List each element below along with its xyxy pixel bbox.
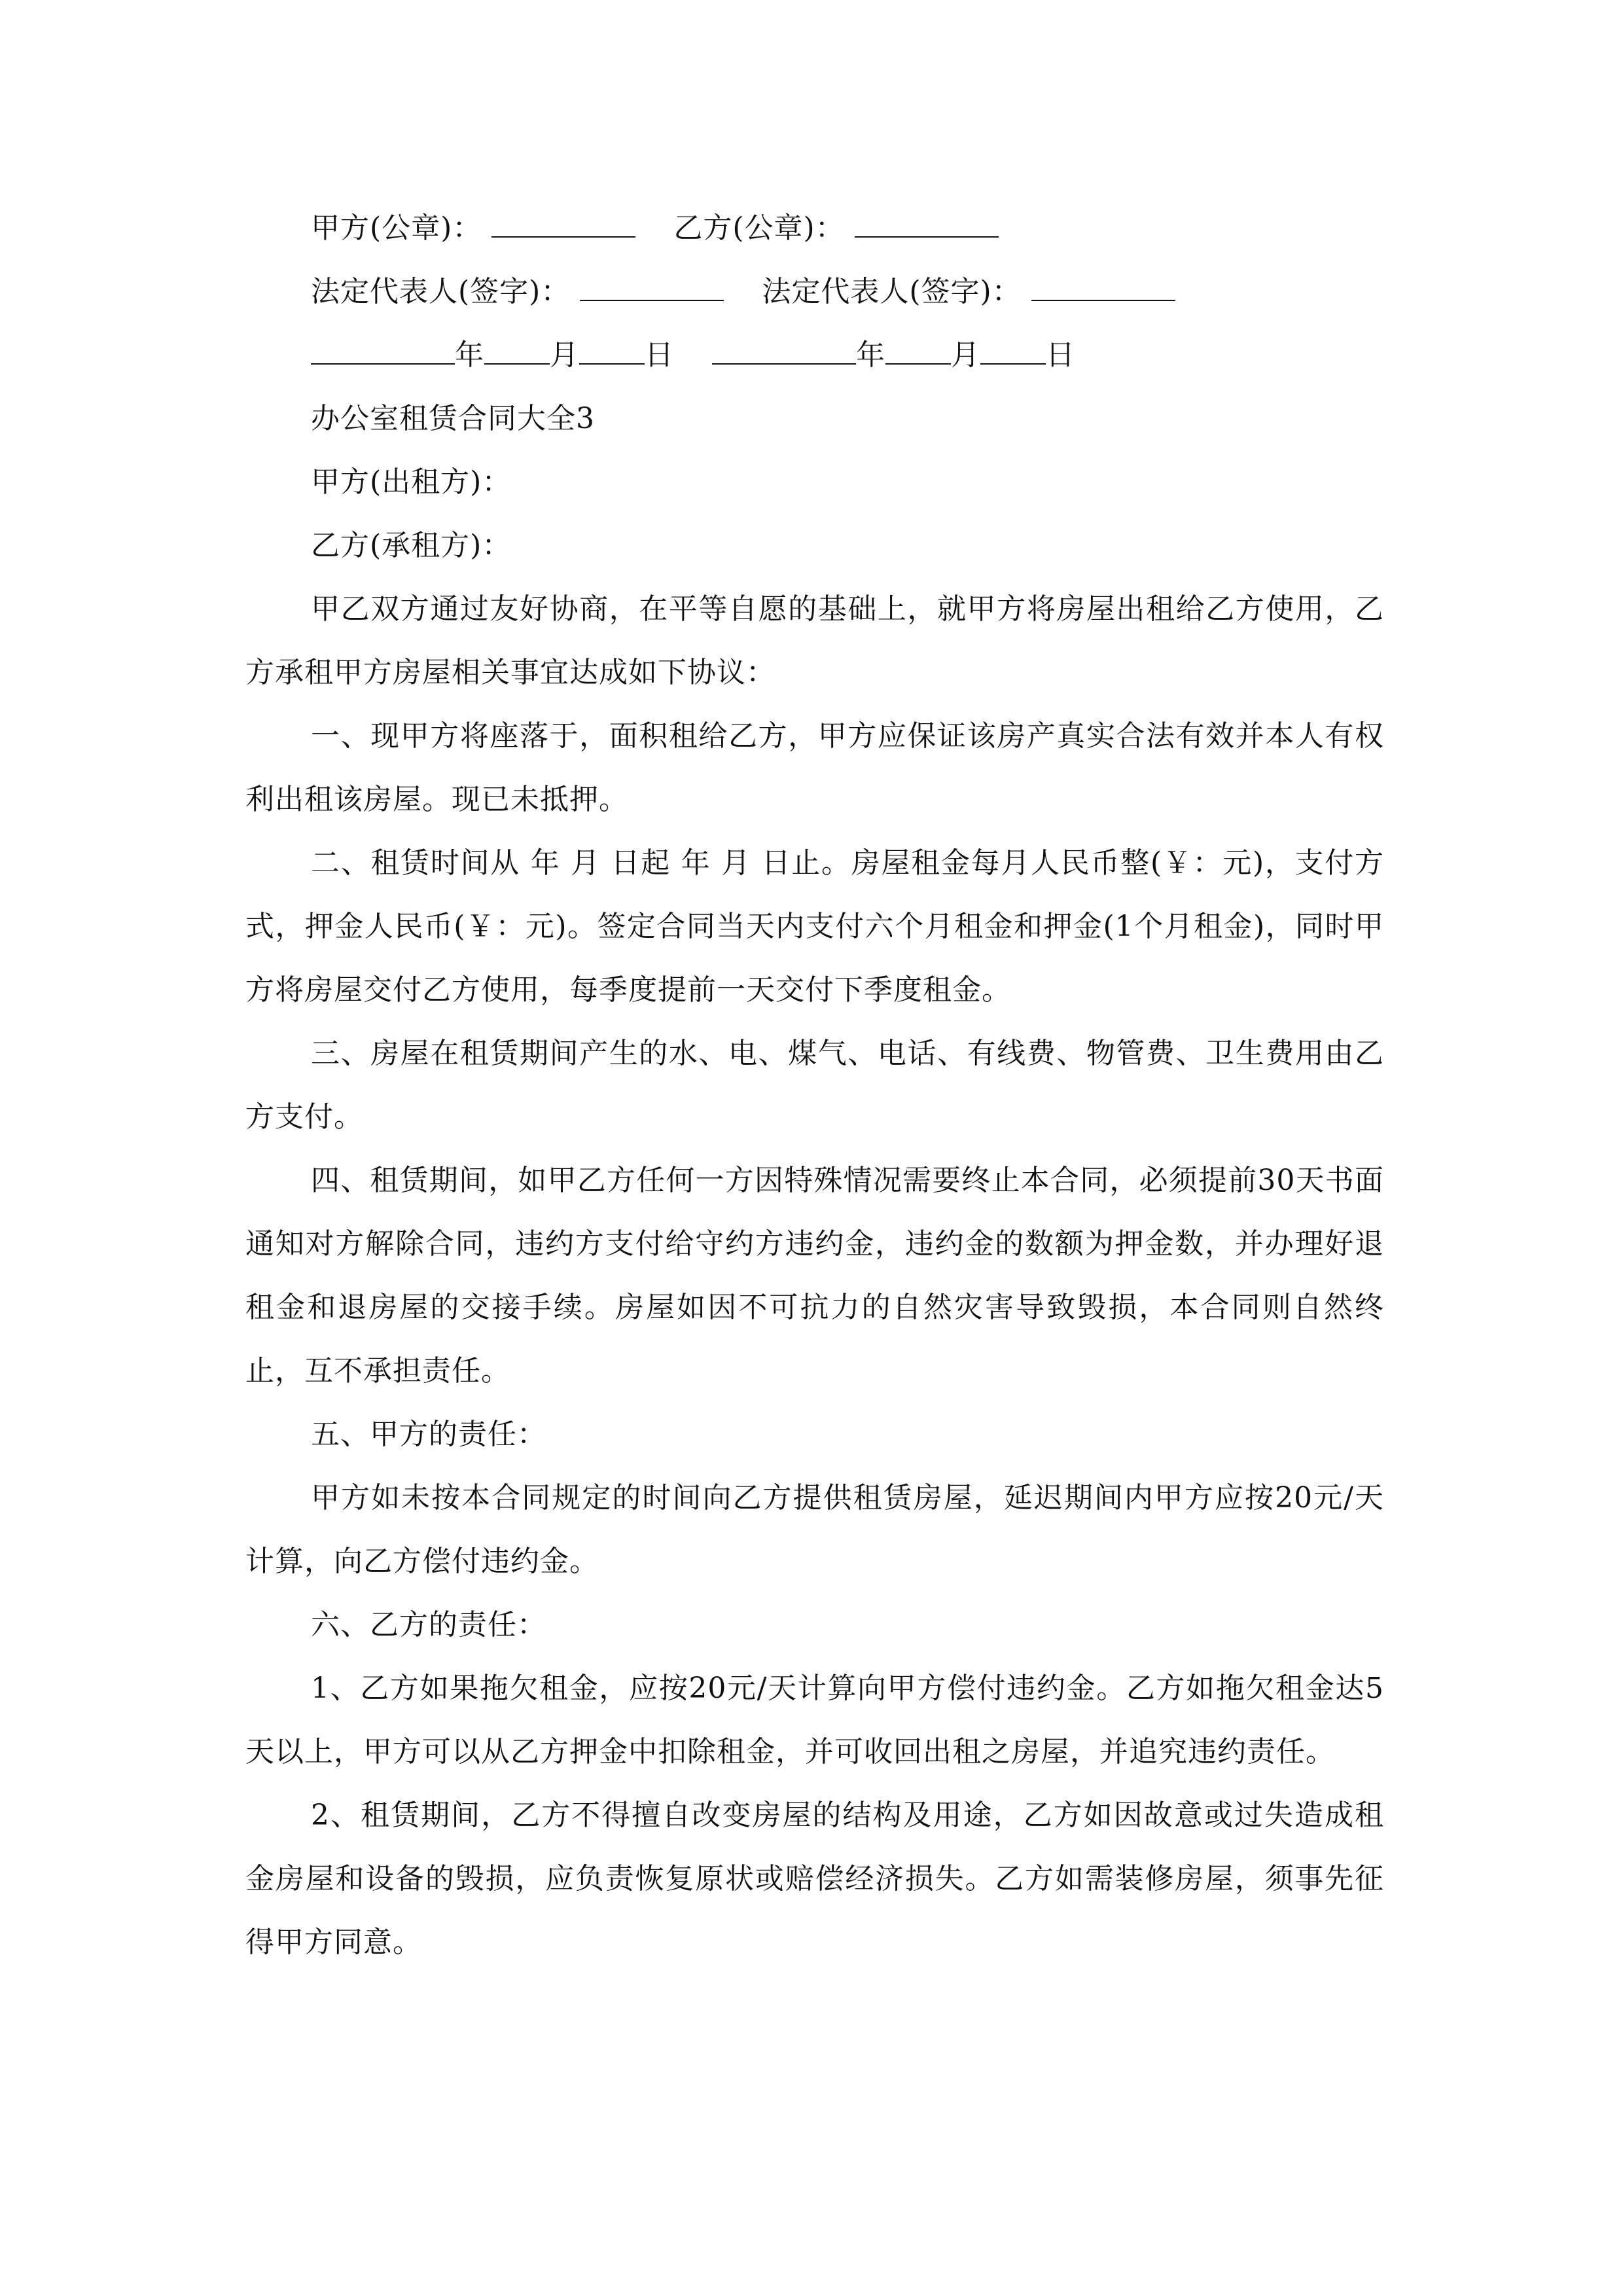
- intro-paragraph: 甲乙双方通过友好协商，在平等自愿的基础上，就甲方将房屋出租给乙方使用，乙方承租甲方房屋相关事宜达成如下协议：: [245, 592, 1384, 689]
- clause-6-heading: 六、乙方的责任：: [311, 1608, 546, 1641]
- clause-5-body: 甲方如未按本合同规定的时间向乙方提供租赁房屋，延迟期间内甲方应按20元/天计算，向乙方偿付违约金。: [245, 1481, 1384, 1578]
- party-b-seal-blank: [855, 207, 999, 238]
- day-label: 日: [645, 338, 674, 372]
- party-a-seal-label: 甲方(公章)：: [311, 211, 482, 245]
- clause-2: 二、租赁时间从 年 月 日起 年 月 日止。房屋租金每月人民币整(￥：元)，支付方式，押金人民币(￥：元)。签定合同当天内支付六个月租金和押金(1个月租金)，同时甲方将房屋交付乙方使用，每季度提前一天交付下季度租金。: [245, 846, 1384, 1007]
- clause-6-item-2: 2、租赁期间，乙方不得擅自改变房屋的结构及用途，乙方如因故意或过失造成租金房屋和设备的毁损，应负责恢复原状或赔偿经济损失。乙方如需装修房屋，须事先征得甲方同意。: [245, 1799, 1384, 1959]
- party-a-rep-label: 法定代表人(签字)：: [311, 275, 571, 308]
- date-line: [245, 323, 1384, 387]
- day-label: 日: [1046, 338, 1075, 372]
- party-b-month-blank: [885, 334, 951, 365]
- document-body: [245, 196, 1384, 1974]
- party-b-year-blank: [712, 334, 856, 365]
- year-label: 年: [455, 338, 484, 372]
- seal-line: [245, 196, 1384, 260]
- clause-6-item-1: 1、乙方如果拖欠租金，应按20元/天计算向甲方偿付违约金。乙方如拖欠租金达5天以上，甲方可以从乙方押金中扣除租金，并可收回出租之房屋，并追究违约责任。: [245, 1672, 1384, 1768]
- clause-5-heading: 五、甲方的责任：: [311, 1418, 546, 1451]
- party-a-year-blank: [311, 334, 455, 365]
- party-a-rep-blank: [580, 271, 724, 301]
- representative-line: [245, 260, 1384, 323]
- lessor-line: 甲方(出租方)：: [311, 465, 512, 499]
- party-b-seal-label: 乙方(公章)：: [673, 211, 845, 245]
- party-a-seal-blank: [491, 207, 635, 238]
- month-label: 月: [951, 338, 980, 372]
- clause-1: 一、现甲方将座落于，面积租给乙方，甲方应保证该房产真实合法有效并本人有权利出租该房屋。现已未抵押。: [245, 719, 1384, 816]
- year-label: 年: [856, 338, 885, 372]
- party-b-rep-label: 法定代表人(签字)：: [762, 275, 1022, 308]
- clause-4: 四、租赁期间，如甲乙方任何一方因特殊情况需要终止本合同，必须提前30天书面通知对方解除合同，违约方支付给守约方违约金，违约金的数额为押金数，并办理好退租金和退房屋的交接手续。房屋如因不可抗力的自然灾害导致毁损，本合同则自然终止，互不承担责任。: [245, 1164, 1384, 1388]
- month-label: 月: [550, 338, 579, 372]
- lessee-line: 乙方(承租方)：: [311, 529, 512, 562]
- clause-3: 三、房屋在租赁期间产生的水、电、煤气、电话、有线费、物管费、卫生费用由乙方支付。: [245, 1037, 1384, 1134]
- party-b-rep-blank: [1031, 271, 1175, 301]
- party-a-month-blank: [484, 334, 550, 365]
- party-b-day-blank: [980, 334, 1046, 365]
- document-title: 办公室租赁合同大全3: [311, 402, 595, 435]
- party-a-day-blank: [579, 334, 645, 365]
